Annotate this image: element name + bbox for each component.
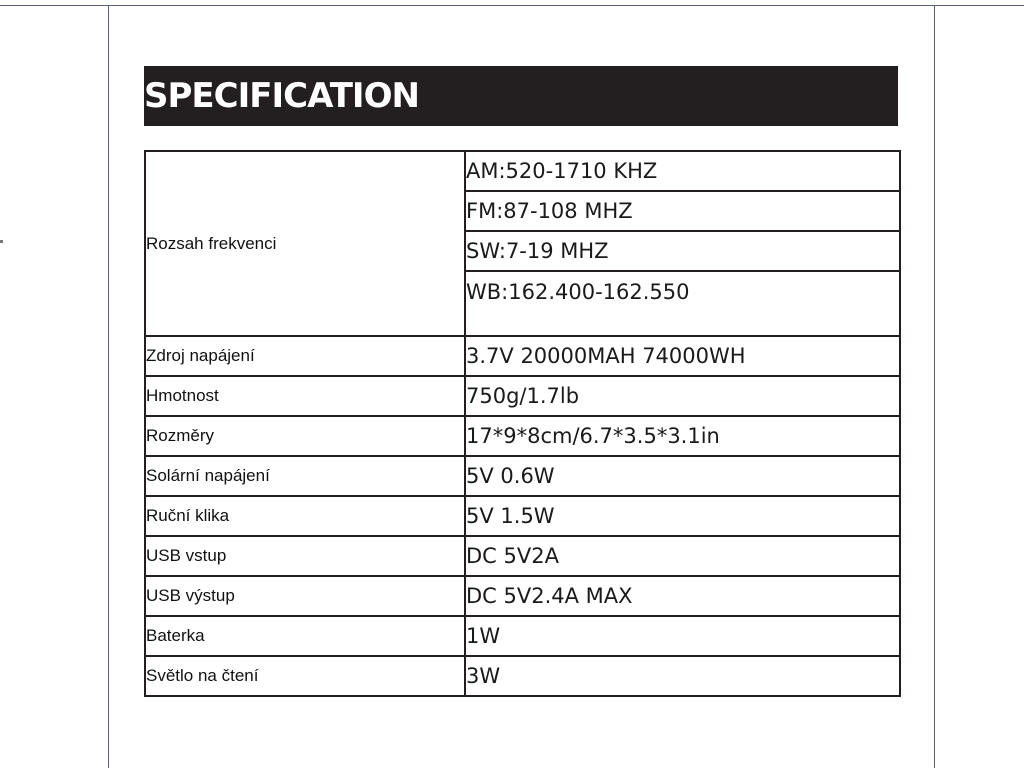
frequency-range-label: Rozsah frekvenci — [145, 151, 465, 336]
table-row — [145, 656, 900, 696]
usb-input-label: USB vstup — [145, 536, 465, 576]
frequency-wb-value: WB:162.400-162.550 — [465, 271, 900, 336]
table-row — [145, 376, 900, 416]
flashlight-label: Baterka — [145, 616, 465, 656]
table-row — [145, 151, 900, 191]
edge-mark — [0, 240, 3, 243]
reading-light-value: 3W — [465, 656, 900, 696]
page-top-border — [0, 5, 1024, 6]
specification-table — [144, 150, 901, 697]
weight-value: 750g/1.7lb — [465, 376, 900, 416]
table-row — [145, 456, 900, 496]
page-title: SPECIFICATION — [144, 76, 419, 116]
hand-crank-value: 5V 1.5W — [465, 496, 900, 536]
left-margin-line — [108, 5, 109, 768]
table-row — [145, 616, 900, 656]
frequency-am-value: AM:520-1710 KHZ — [465, 151, 900, 191]
frequency-fm-value: FM:87-108 MHZ — [465, 191, 900, 231]
title-bar — [144, 66, 898, 126]
table-row — [145, 416, 900, 456]
frequency-sw-value: SW:7-19 MHZ — [465, 231, 900, 271]
power-source-label: Zdroj napájení — [145, 336, 465, 376]
dimensions-value: 17*9*8cm/6.7*3.5*3.1in — [465, 416, 900, 456]
table-row — [145, 536, 900, 576]
hand-crank-label: Ruční klika — [145, 496, 465, 536]
table-row — [145, 576, 900, 616]
usb-output-label: USB výstup — [145, 576, 465, 616]
solar-power-value: 5V 0.6W — [465, 456, 900, 496]
dimensions-label: Rozměry — [145, 416, 465, 456]
reading-light-label: Světlo na čtení — [145, 656, 465, 696]
solar-power-label: Solární napájení — [145, 456, 465, 496]
table-row — [145, 336, 900, 376]
table-row — [145, 496, 900, 536]
right-margin-line — [934, 5, 935, 768]
usb-output-value: DC 5V2.4A MAX — [465, 576, 900, 616]
usb-input-value: DC 5V2A — [465, 536, 900, 576]
power-source-value: 3.7V 20000MAH 74000WH — [465, 336, 900, 376]
weight-label: Hmotnost — [145, 376, 465, 416]
flashlight-value: 1W — [465, 616, 900, 656]
